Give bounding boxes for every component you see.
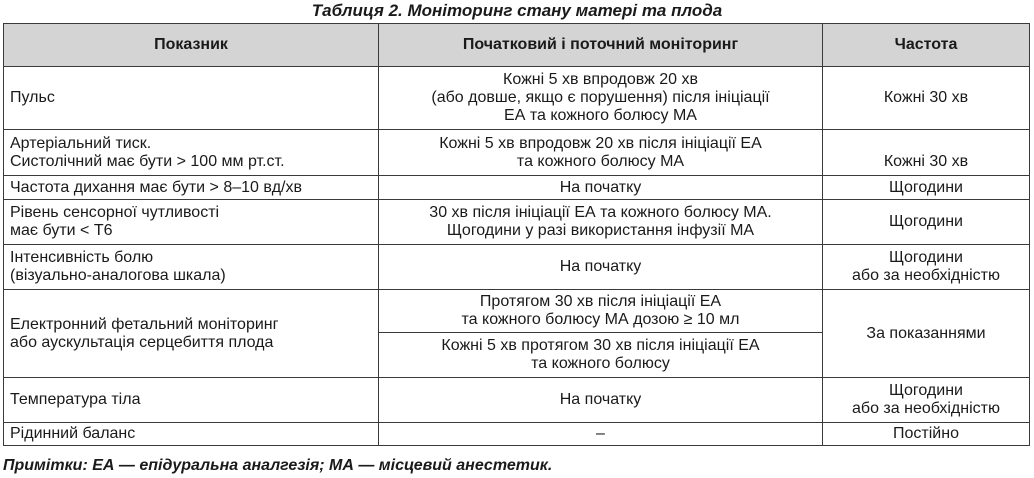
cell-indicator: Температура тіла	[4, 378, 379, 423]
header-monitoring: Початковий і поточний моніторинг	[379, 24, 823, 67]
cell-monitoring	[379, 290, 823, 333]
cell-monitoring: На початку	[379, 378, 823, 423]
cell-monitoring	[379, 200, 823, 245]
cell-indicator: Пульс	[4, 67, 379, 130]
text-line: Кожні 5 хв протягом 30 хв після ініціації ЕА	[441, 337, 760, 354]
header-row	[4, 24, 1030, 67]
text-line: або аускультація серцебиття плода	[10, 333, 274, 351]
text-line: має бути < Т6	[10, 222, 113, 239]
cell-frequency	[823, 378, 1030, 423]
text-line: (візуально-аналогова шкала)	[10, 267, 226, 284]
cell-indicator	[4, 130, 379, 176]
text-line: ЕА та кожного болюсу МА	[504, 107, 697, 124]
text-line: та кожного болюсу МА	[516, 152, 685, 170]
table-row	[4, 67, 1030, 130]
cell-frequency	[823, 245, 1030, 290]
text-line: Кожні 5 хв впродовж 20 хв	[503, 71, 698, 88]
cell-indicator: Частота дихання має бути > 8–10 вд/хв	[4, 176, 379, 200]
text-line: або за необхідністю	[852, 267, 1000, 284]
text-line: Систолічний має бути > 100 мм рт.ст.	[10, 152, 285, 170]
text-line: Щогодини у разі використання інфузії МА	[446, 222, 755, 239]
monitoring-table	[3, 23, 1030, 446]
text-line: (або довше, якщо є порушення) після ініціації	[431, 89, 770, 106]
cell-frequency: За показаннями	[823, 290, 1030, 378]
cell-frequency: Щогодини	[823, 200, 1030, 245]
text-line: Кожні 5 хв впродовж 20 хв після ініціації ЕА	[439, 134, 762, 152]
text-line: Щогодини	[889, 382, 963, 399]
cell-monitoring: На початку	[379, 245, 823, 290]
cell-indicator: Рідинний баланс	[4, 423, 379, 446]
table-caption: Таблиця 2. Моніторинг стану матері та плода	[311, 1, 723, 20]
text-line: та кожного болюсу	[531, 355, 670, 372]
cell-indicator	[4, 200, 379, 245]
text-line: Інтенсивність болю	[10, 249, 154, 266]
cell-indicator	[4, 290, 379, 378]
cell-monitoring	[379, 67, 823, 130]
cell-frequency: Кожні 30 хв	[823, 130, 1030, 176]
cell-indicator	[4, 245, 379, 290]
text-line: Щогодини	[889, 249, 963, 266]
table-row	[4, 130, 1030, 176]
cell-frequency: Щогодини	[823, 176, 1030, 200]
table-row	[4, 290, 1030, 333]
table-row	[4, 378, 1030, 423]
table-row	[4, 423, 1030, 446]
table-row	[4, 176, 1030, 200]
text-line: 30 хв після ініціації ЕА та кожного болюсу МА.	[429, 204, 772, 221]
cell-monitoring	[379, 130, 823, 176]
cell-frequency: Кожні 30 хв	[823, 67, 1030, 130]
text-line: або за необхідністю	[852, 400, 1000, 417]
text-line: Електронний фетальний моніторинг	[10, 315, 279, 333]
table-row	[4, 200, 1030, 245]
header-frequency: Частота	[823, 24, 1030, 67]
text-line: Артеріальний тиск.	[10, 134, 152, 152]
header-indicator: Показник	[4, 24, 379, 67]
cell-frequency: Постійно	[823, 423, 1030, 446]
text-line: Протягом 30 хв після ініціації ЕА	[479, 293, 722, 310]
cell-monitoring: –	[379, 423, 823, 446]
text-line: Рівень сенсорної чутливості	[10, 204, 220, 221]
table-footnote: Примітки: ЕА — епідуральна аналгезія; МА — місцевий анестетик.	[3, 457, 553, 474]
text-line: та кожного болюсу МА дозою ≥ 10 мл	[461, 311, 740, 328]
cell-monitoring	[379, 333, 823, 378]
cell-monitoring: На початку	[379, 176, 823, 200]
table-row	[4, 245, 1030, 290]
